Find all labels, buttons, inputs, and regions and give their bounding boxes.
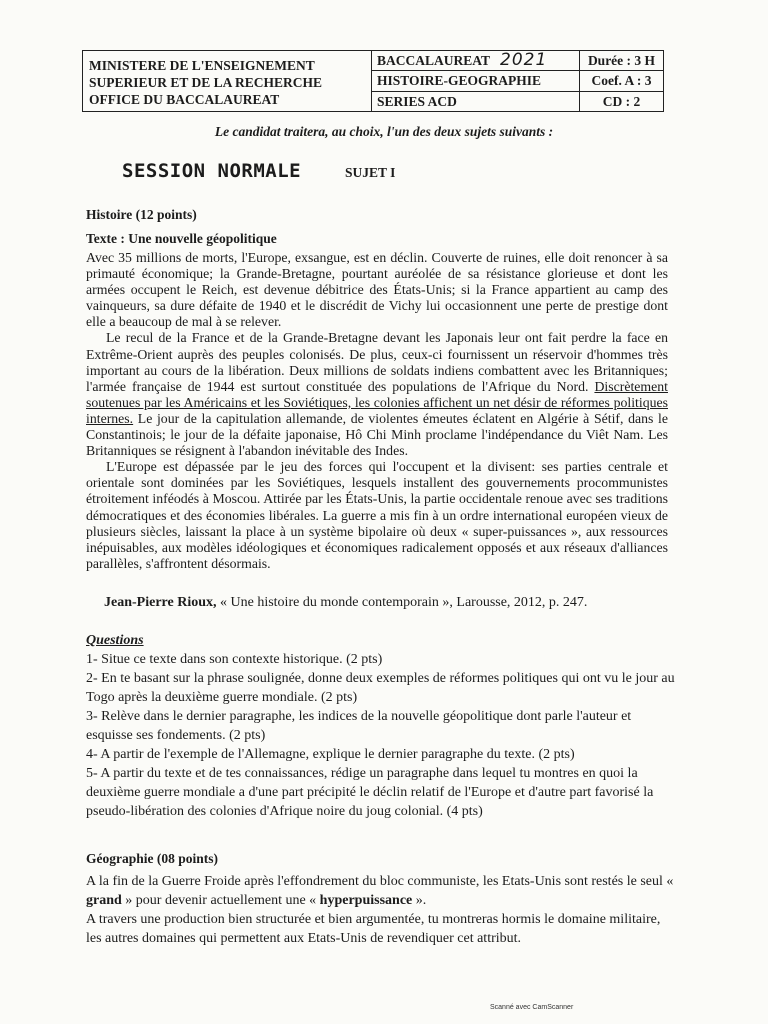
ministry-line: SUPERIEUR ET DE LA RECHERCHE [89,75,323,90]
text-source [104,595,587,611]
scan-watermark: Scanné avec CamScanner [490,1004,574,1011]
paragraph-2-end: Le jour de la capitulation allemande, de violentes émeutes éclatent en Algérie à Sétif, dans le Constantinois; le jour de la défaite japonaise, Hô Chi Minh proclame l'indépendance du Viêt Nam. Les Britanniques se résignent à l'abandon inévitable des Indes. [86,410,668,459]
question-item: 3- Relève dans le dernier paragraphe, les indices de la nouvelle géopolitique dont parle l'auteur et esquisse ses fondements. (2 pts) [86,709,632,743]
question-item: 5- A partir du texte et de tes connaissances, rédige un paragraphe dans lequel tu montres en quoi la deuxième guerre mondiale a d'une part précipité le déclin relatif de l'Europe et d'autre part favorisé la pseudo-libération des colonies d'Afrique noire du joug colonial. (4 pts) [86,766,654,819]
cd-cell: CD : 2 [602,93,641,109]
subject-cell: HISTOIRE-GEOGRAPHIE [372,71,579,91]
header-table [82,50,664,112]
geo-text-part: A la fin de la Guerre Froide après l'effondrement du bloc communiste, les Etats-Unis sont restés le seul « [86,874,674,889]
ministry-line: OFFICE DU BACCALAUREAT [89,92,280,107]
geography-line-2: A travers une production bien structurée et bien argumentée, tu montreras hormis le domaine militaire, les autres domaines qui permettent aux Etats-Unis de revendiquer cet attribut. [86,912,661,946]
session-title: SESSION NORMALE [122,160,302,182]
geography-text [86,872,676,948]
source-author: Jean-Pierre Rioux, [104,595,217,610]
geo-text-part: » pour devenir actuellement une « [121,893,320,908]
geo-text-part: ». [412,893,427,908]
exam-label: BACCALAUREAT [377,53,491,68]
history-title: Histoire (12 points) [86,207,197,222]
instruction: Le candidat traitera, au choix, l'un des deux sujets suivants : [214,124,554,139]
geography-title: Géographie (08 points) [86,851,219,866]
ministry-line: MINISTERE DE L'ENSEIGNEMENT [89,58,315,73]
underlined-sentence: Discrètement soutenues par les Américains et les Soviétiques, les colonies affichent un net désir de réformes politiques internes. [86,378,668,426]
question-item: 4- A partir de l'exemple de l'Allemagne, explique le dernier paragraphe du texte. (2 pts) [86,747,575,762]
exam-info-block [580,51,663,111]
history-text [86,250,668,572]
paragraph-3: L'Europe est dépassée par le jeu des forces qui l'occupent et la divisent: ses parties centrale et orientale sont dominées par les Soviétiques, lesquels installent des gouvernements procommunistes étroitement inféodés à Moscou. Attirée par les États-Unis, la partie occidentale renoue avec ses traditions démocratiques et des économies libérales. La guerre a mis fin à un ordre international européen vieux de plusieurs siècles, laissant la place à un système bipolaire où deux « super-puissances », aux ressources inépuisables, aux modèles idéologiques et économiques radicalement opposés et aux réseaux d'alliances parallèles, s'affrontent désormais. [86,459,668,571]
ministry-block [83,51,372,111]
paragraph-1: Avec 35 millions de morts, l'Europe, exsangue, est en déclin. Couverte de ruines, elle doit renoncer à sa primauté économique; la Grande-Bretagne, pourtant auréolée de sa résistance glorieuse et dont les armées occupent le Reich, est devenue débitrice des États-Unis; si la France appartient au camp des vainqueurs, sa dure défaite de 1940 et le discrédit de Vichy lui occasionnent une perte de prestige dont elle a beaucoup de mal à se relever. [86,250,668,330]
question-item: 2- En te basant sur la phrase soulignée, donne deux exemples de réformes politiques qui ont vu le jour au Togo après la deuxième guerre mondiale. (2 pts) [86,671,675,705]
question-item: 1- Situe ce texte dans son contexte historique. (2 pts) [86,652,383,667]
paragraph-2 [86,330,668,459]
questions-title: Questions [86,633,144,648]
questions-list [86,650,676,821]
source-reference: « Une histoire du monde contemporain », Larousse, 2012, p. 247. [216,595,588,610]
series-cell: SERIES ACD [377,93,457,109]
geo-bold-grand: grand [86,893,122,908]
geo-bold-hyperpuissance: hyperpuissance [319,893,413,908]
exam-block [372,51,580,111]
paragraph-2-start: Le recul de la France et de la Grande-Bretagne devant les Japonais leur ont fait perdre la face en Extrême-Orient auprès des peuples colonisés. De plus, ceux-ci fournissent un réservoir d'hommes très important au cours de la libération. Deux millions de soldats indiens combattent avec les Britanniques; l'armée française de 1944 est surtout constituée des populations de l'Afrique du Nord. [86,330,668,394]
duration-cell: Durée : 3 H [580,51,663,71]
geography-line-1 [86,872,676,910]
coef-cell: Coef. A : 3 [580,71,663,91]
exam-label-cell [372,51,579,71]
sujet-title: SUJET I [345,165,396,180]
exam-year: 2021 [500,50,548,70]
text-title: Texte : Une nouvelle géopolitique [86,231,277,246]
